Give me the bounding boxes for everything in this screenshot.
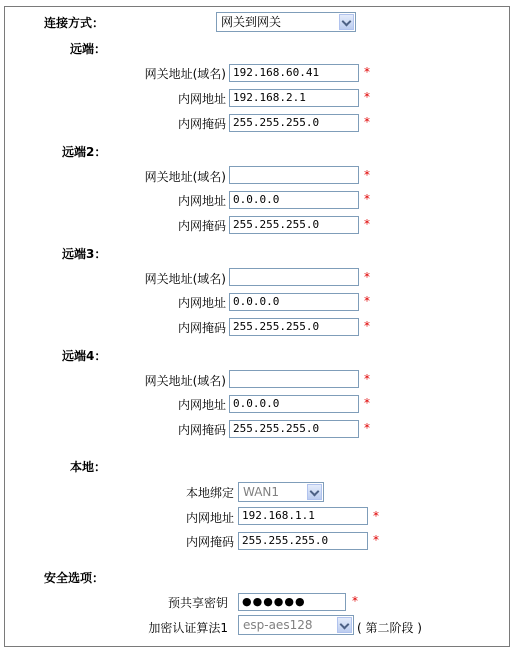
remote3-gateway-input[interactable] — [229, 268, 359, 286]
remote3-title: 远端3： — [62, 247, 107, 261]
local-intranet-input[interactable]: 192.168.1.1 — [238, 507, 368, 525]
remote3-intranet-label: 内网地址 — [177, 296, 226, 310]
required-mark: * — [352, 594, 358, 608]
required-mark: * — [364, 115, 370, 129]
remote2-mask-label: 内网掩码 — [177, 219, 226, 233]
remote2-intranet-input[interactable]: 0.0.0.0 — [229, 191, 359, 209]
algo-value: esp-aes128 — [243, 618, 313, 632]
required-mark: * — [364, 168, 370, 182]
remote4-intranet-label: 内网地址 — [177, 398, 226, 412]
algo-select[interactable] — [238, 615, 354, 635]
remote2-gateway-input[interactable] — [229, 166, 359, 184]
remote2-title: 远端2： — [62, 145, 107, 159]
local-bind-label: 本地绑定 — [185, 486, 234, 500]
required-mark: * — [364, 192, 370, 206]
required-mark: * — [364, 270, 370, 284]
local-bind-value: WAN1 — [243, 485, 280, 499]
chevron-down-icon[interactable] — [307, 484, 322, 500]
required-mark: * — [364, 217, 370, 231]
remote3-intranet-input[interactable]: 0.0.0.0 — [229, 293, 359, 311]
chevron-down-icon[interactable] — [337, 617, 352, 633]
required-mark: * — [364, 65, 370, 79]
remote3-mask-input[interactable]: 255.255.255.0 — [229, 318, 359, 336]
remote1-gateway-input[interactable]: 192.168.60.41 — [229, 64, 359, 82]
remote1-title: 远端： — [70, 42, 107, 56]
remote1-intranet-input[interactable]: 192.168.2.1 — [229, 89, 359, 107]
local-intranet-label: 内网地址 — [185, 511, 234, 525]
remote1-intranet-label: 内网地址 — [177, 92, 226, 106]
algo-label: 加密认证算法1 — [148, 621, 228, 635]
remote4-gateway-label: 网关地址(域名) — [144, 374, 226, 388]
remote1-gateway-label: 网关地址(域名) — [144, 67, 226, 81]
remote4-title: 远端4： — [62, 349, 107, 363]
remote2-intranet-label: 内网地址 — [177, 194, 226, 208]
remote4-mask-label: 内网掩码 — [177, 423, 226, 437]
required-mark: * — [364, 372, 370, 386]
remote2-gateway-label: 网关地址(域名) — [144, 170, 226, 184]
required-mark: * — [373, 509, 379, 523]
remote1-mask-label: 内网掩码 — [177, 117, 226, 131]
remote1-mask-input[interactable]: 255.255.255.0 — [229, 114, 359, 132]
remote3-mask-label: 内网掩码 — [177, 321, 226, 335]
local-title: 本地： — [70, 460, 107, 474]
required-mark: * — [364, 294, 370, 308]
remote4-intranet-input[interactable]: 0.0.0.0 — [229, 395, 359, 413]
security-title: 安全选项： — [44, 571, 105, 585]
local-mask-label: 内网掩码 — [185, 535, 234, 549]
connection-mode-value: 网关到网关 — [221, 15, 282, 29]
required-mark: * — [364, 421, 370, 435]
chevron-down-icon[interactable] — [339, 14, 354, 30]
required-mark: * — [373, 533, 379, 547]
algo-phase-note: ( 第二阶段 ) — [357, 621, 422, 635]
remote3-gateway-label: 网关地址(域名) — [144, 272, 226, 286]
required-mark: * — [364, 90, 370, 104]
psk-label: 预共享密钥 — [167, 596, 228, 610]
remote4-mask-input[interactable]: 255.255.255.0 — [229, 420, 359, 438]
remote4-gateway-input[interactable] — [229, 370, 359, 388]
psk-input[interactable]: ●●●●●● — [238, 593, 346, 611]
required-mark: * — [364, 396, 370, 410]
connection-mode-select[interactable] — [216, 12, 356, 32]
local-mask-input[interactable]: 255.255.255.0 — [238, 532, 368, 550]
local-bind-select[interactable] — [238, 482, 324, 502]
connection-mode-label: 连接方式： — [44, 16, 105, 30]
required-mark: * — [364, 319, 370, 333]
remote2-mask-input[interactable]: 255.255.255.0 — [229, 216, 359, 234]
